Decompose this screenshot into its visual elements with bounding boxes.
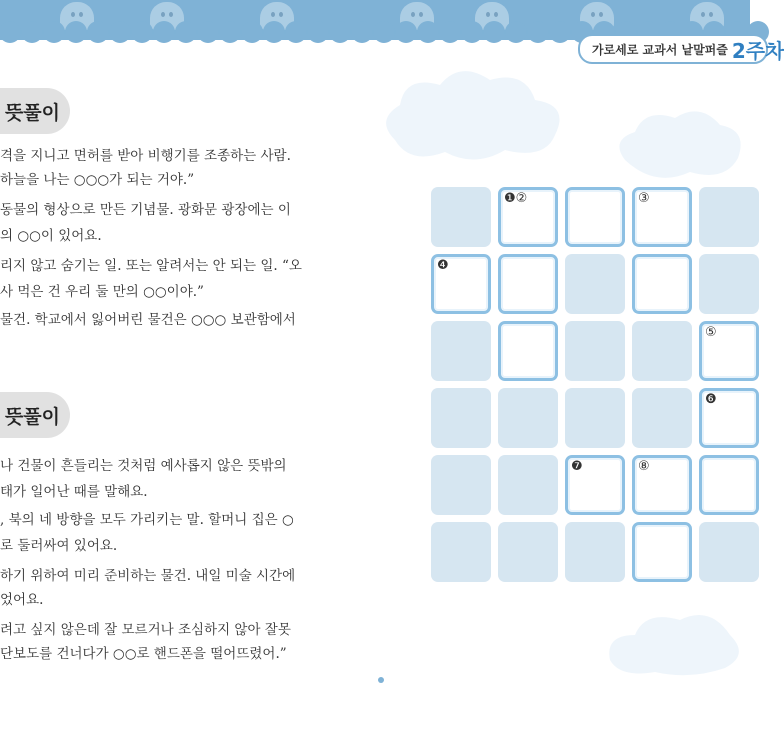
clue-number: ③ xyxy=(638,191,650,206)
puzzle-cell-blocked xyxy=(632,321,692,381)
week-label: 2주차 xyxy=(731,38,784,63)
clue-line: , 북의 네 방향을 모두 가리키는 말. 할머니 집은 ○ xyxy=(0,512,294,528)
puzzle-cell-input[interactable] xyxy=(632,455,692,515)
cloud-decoration-icon xyxy=(610,100,750,190)
clue-number: ⑤ xyxy=(705,325,717,340)
clue-line: 로 둘러싸여 있어요. xyxy=(0,538,118,554)
page-dot xyxy=(378,677,384,683)
down-section-title: 뜻풀이 xyxy=(4,405,60,428)
series-title-tab xyxy=(578,34,784,64)
puzzle-cell-blocked xyxy=(565,254,625,314)
puzzle-cell-blocked xyxy=(498,388,558,448)
puzzle-cell-blocked xyxy=(565,388,625,448)
clue-number: ❻ xyxy=(705,392,717,407)
clue-number: ❶② xyxy=(504,191,528,206)
clue-line: 사 먹은 건 우리 둘 만의 ○○이야.” xyxy=(0,284,204,300)
puzzle-cell-input[interactable] xyxy=(431,254,491,314)
puzzle-cell-input[interactable] xyxy=(498,321,558,381)
cloud-decoration-icon xyxy=(600,600,750,680)
puzzle-cell-blocked xyxy=(431,321,491,381)
puzzle-cell-blocked xyxy=(498,455,558,515)
puzzle-cell-blocked xyxy=(699,187,759,247)
puzzle-cell-blocked xyxy=(431,388,491,448)
puzzle-cell-blocked xyxy=(565,522,625,582)
puzzle-cell-input[interactable] xyxy=(632,522,692,582)
clue-line: 하기 위하여 미리 준비하는 물건. 내일 미술 시간에 xyxy=(0,568,296,584)
clue-number: ⑧ xyxy=(638,459,650,474)
clue-number: ❼ xyxy=(571,459,583,474)
clue-line: 었어요. xyxy=(0,592,44,608)
across-section-header xyxy=(0,88,70,134)
clue-line: 물건. 학교에서 잃어버린 물건은 ○○○ 보관함에서 xyxy=(0,312,296,328)
puzzle-cell-blocked xyxy=(431,455,491,515)
puzzle-cell-input[interactable] xyxy=(565,187,625,247)
puzzle-cell-input[interactable] xyxy=(699,455,759,515)
clue-line: 리지 않고 숨기는 일. 또는 알려서는 안 되는 일. “오 xyxy=(0,258,302,274)
puzzle-cell-input[interactable] xyxy=(498,254,558,314)
clue-line: 하늘을 나는 ○○○가 되는 거야.” xyxy=(0,172,195,188)
puzzle-cell-blocked xyxy=(498,522,558,582)
puzzle-cell-blocked xyxy=(699,254,759,314)
puzzle-cell-input[interactable] xyxy=(632,187,692,247)
puzzle-cell-blocked xyxy=(565,321,625,381)
clue-line: 려고 싶지 않은데 잘 모르거나 조심하지 않아 잘못 xyxy=(0,622,291,638)
puzzle-cell-input[interactable] xyxy=(498,187,558,247)
puzzle-cell-input[interactable] xyxy=(699,388,759,448)
puzzle-cell-blocked xyxy=(431,522,491,582)
across-section-title: 뜻풀이 xyxy=(4,101,60,124)
clue-line: 의 ○○이 있어요. xyxy=(0,228,102,244)
series-title: 가로세로 교과서 낱말퍼즐 xyxy=(592,42,728,57)
clue-line: 단보도를 건너다가 ○○로 핸드폰을 떨어뜨렸어.” xyxy=(0,646,287,662)
clue-number: ❹ xyxy=(437,258,449,273)
clue-line: 격을 지니고 면허를 받아 비행기를 조종하는 사람. xyxy=(0,148,291,164)
puzzle-cell-input[interactable] xyxy=(565,455,625,515)
clue-line: 태가 일어난 때를 말해요. xyxy=(0,484,148,500)
puzzle-cell-blocked xyxy=(699,522,759,582)
puzzle-cell-blocked xyxy=(632,388,692,448)
down-section-header xyxy=(0,392,70,438)
puzzle-cell-input[interactable] xyxy=(632,254,692,314)
puzzle-cell-blocked xyxy=(431,187,491,247)
puzzle-cell-input[interactable] xyxy=(699,321,759,381)
clue-line: 나 건물이 흔들리는 것처럼 예사롭지 않은 뜻밖의 xyxy=(0,458,287,474)
cloud-decoration-icon xyxy=(375,60,575,170)
clue-line: 동물의 형상으로 만든 기념물. 광화문 광장에는 이 xyxy=(0,202,291,218)
